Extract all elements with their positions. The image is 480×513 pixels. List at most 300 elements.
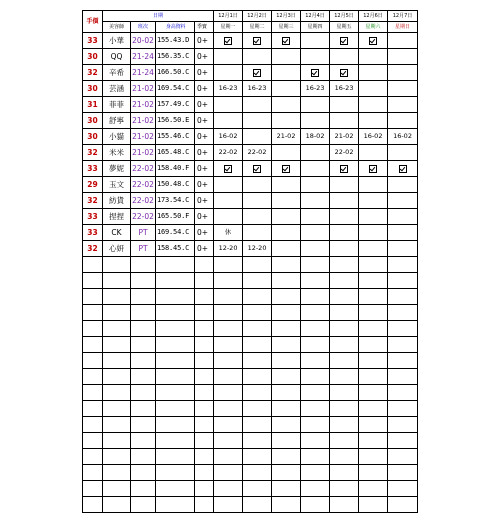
- empty-cell: [272, 369, 301, 385]
- weekday-2: 星期二: [243, 22, 272, 33]
- empty-cell: [301, 481, 330, 497]
- score-cell: 32: [83, 241, 103, 257]
- empty-cell: [272, 385, 301, 401]
- empty-cell: [214, 449, 243, 465]
- day-cell: [388, 113, 418, 129]
- table-row: [83, 193, 418, 209]
- empty-cell: [359, 481, 388, 497]
- day-cell: [301, 161, 330, 177]
- empty-cell: [388, 257, 418, 273]
- size-cell: 150.48.C: [156, 177, 195, 193]
- empty-cell: [388, 369, 418, 385]
- day-cell: 21-02: [330, 129, 359, 145]
- empty-row: [83, 289, 418, 305]
- empty-cell: [83, 433, 103, 449]
- day-cell: [330, 241, 359, 257]
- day-cell: [243, 49, 272, 65]
- empty-cell: [301, 369, 330, 385]
- empty-cell: [359, 465, 388, 481]
- name-cell: CK: [103, 225, 131, 241]
- size-cell: 158.40.F: [156, 161, 195, 177]
- day-cell: [272, 65, 301, 81]
- season-cell: 0+: [195, 81, 214, 97]
- empty-cell: [330, 257, 359, 273]
- empty-cell: [214, 385, 243, 401]
- empty-cell: [103, 433, 131, 449]
- empty-cell: [272, 481, 301, 497]
- empty-cell: [301, 273, 330, 289]
- name-cell: QQ: [103, 49, 131, 65]
- empty-cell: [243, 337, 272, 353]
- day-cell: [272, 209, 301, 225]
- empty-cell: [272, 337, 301, 353]
- day-cell: [359, 113, 388, 129]
- empty-cell: [330, 433, 359, 449]
- empty-cell: [243, 481, 272, 497]
- name-cell: 芸涵: [103, 81, 131, 97]
- empty-cell: [131, 289, 156, 305]
- empty-cell: [103, 257, 131, 273]
- empty-cell: [156, 289, 195, 305]
- empty-cell: [243, 465, 272, 481]
- empty-cell: [301, 497, 330, 513]
- empty-cell: [301, 433, 330, 449]
- empty-cell: [131, 369, 156, 385]
- empty-cell: [83, 417, 103, 433]
- empty-cell: [272, 289, 301, 305]
- name-header: 美容師: [103, 22, 131, 33]
- empty-cell: [388, 401, 418, 417]
- empty-cell: [83, 465, 103, 481]
- empty-cell: [359, 449, 388, 465]
- day-cell: 16-02: [214, 129, 243, 145]
- empty-cell: [156, 257, 195, 273]
- empty-cell: [103, 401, 131, 417]
- weekday-7: 星期日: [388, 22, 418, 33]
- size-cell: 156.35.C: [156, 49, 195, 65]
- empty-cell: [214, 321, 243, 337]
- name-cell: 舒寧: [103, 113, 131, 129]
- empty-cell: [359, 337, 388, 353]
- empty-cell: [83, 385, 103, 401]
- empty-cell: [388, 449, 418, 465]
- empty-cell: [103, 273, 131, 289]
- empty-cell: [243, 273, 272, 289]
- season-cell: 0+: [195, 161, 214, 177]
- empty-cell: [195, 257, 214, 273]
- class-cell: 22-02: [131, 193, 156, 209]
- day-date-6: 12月6日: [359, 11, 388, 22]
- empty-cell: [156, 417, 195, 433]
- empty-cell: [214, 369, 243, 385]
- class-cell: 21-24: [131, 65, 156, 81]
- empty-cell: [301, 289, 330, 305]
- class-cell: 22-02: [131, 161, 156, 177]
- header-row-dates: [83, 11, 418, 22]
- empty-cell: [243, 385, 272, 401]
- day-cell: [301, 33, 330, 49]
- empty-cell: [156, 385, 195, 401]
- empty-cell: [301, 401, 330, 417]
- day-cell: [243, 177, 272, 193]
- score-cell: 32: [83, 65, 103, 81]
- season-cell: 0+: [195, 193, 214, 209]
- day-cell: [301, 113, 330, 129]
- empty-cell: [359, 385, 388, 401]
- empty-cell: [243, 257, 272, 273]
- day-cell: [214, 65, 243, 81]
- empty-cell: [156, 353, 195, 369]
- size-cell: 155.43.D: [156, 33, 195, 49]
- empty-cell: [272, 497, 301, 513]
- size-cell: 155.46.C: [156, 129, 195, 145]
- empty-cell: [214, 337, 243, 353]
- empty-cell: [195, 433, 214, 449]
- empty-cell: [156, 497, 195, 513]
- day-cell: [359, 193, 388, 209]
- empty-cell: [131, 497, 156, 513]
- empty-cell: [195, 321, 214, 337]
- empty-cell: [83, 449, 103, 465]
- day-cell: [243, 209, 272, 225]
- day-cell: [272, 193, 301, 209]
- day-date-3: 12月3日: [272, 11, 301, 22]
- day-cell: [272, 225, 301, 241]
- day-cell: [359, 177, 388, 193]
- day-cell: [301, 241, 330, 257]
- empty-cell: [83, 305, 103, 321]
- season-cell: 0+: [195, 97, 214, 113]
- table-row: [83, 225, 418, 241]
- empty-cell: [131, 353, 156, 369]
- empty-cell: [103, 465, 131, 481]
- checked-box-icon: [243, 161, 272, 177]
- name-cell: 捏捏: [103, 209, 131, 225]
- empty-cell: [103, 449, 131, 465]
- day-cell: [272, 49, 301, 65]
- table-row: [83, 209, 418, 225]
- day-cell: [272, 145, 301, 161]
- empty-cell: [214, 353, 243, 369]
- empty-row: [83, 417, 418, 433]
- day-date-4: 12月4日: [301, 11, 330, 22]
- date-group-header: 日期: [103, 11, 214, 22]
- day-cell: [272, 81, 301, 97]
- empty-cell: [388, 497, 418, 513]
- season-header: 季寶: [195, 22, 214, 33]
- checked-box-icon: [330, 65, 359, 81]
- empty-cell: [195, 305, 214, 321]
- empty-cell: [195, 385, 214, 401]
- season-cell: 0+: [195, 225, 214, 241]
- class-cell: 21-02: [131, 113, 156, 129]
- empty-cell: [388, 273, 418, 289]
- season-cell: 0+: [195, 241, 214, 257]
- empty-cell: [243, 353, 272, 369]
- empty-cell: [243, 497, 272, 513]
- checked-box-icon: [214, 33, 243, 49]
- table-row: [83, 241, 418, 257]
- empty-cell: [388, 417, 418, 433]
- class-cell: 21-02: [131, 97, 156, 113]
- weekday-4: 星期四: [301, 22, 330, 33]
- empty-cell: [243, 289, 272, 305]
- day-cell: [388, 177, 418, 193]
- size-cell: 169.54.C: [156, 225, 195, 241]
- empty-cell: [131, 417, 156, 433]
- empty-cell: [156, 337, 195, 353]
- day-cell: [214, 193, 243, 209]
- empty-cell: [103, 289, 131, 305]
- checked-box-icon: [359, 33, 388, 49]
- day-cell: [388, 97, 418, 113]
- score-cell: 29: [83, 177, 103, 193]
- empty-cell: [156, 465, 195, 481]
- empty-cell: [131, 465, 156, 481]
- empty-cell: [359, 289, 388, 305]
- empty-cell: [103, 337, 131, 353]
- empty-cell: [359, 257, 388, 273]
- empty-cell: [214, 433, 243, 449]
- empty-cell: [301, 417, 330, 433]
- day-cell: 22-02: [243, 145, 272, 161]
- empty-cell: [388, 289, 418, 305]
- empty-cell: [83, 273, 103, 289]
- empty-row: [83, 353, 418, 369]
- day-cell: [330, 49, 359, 65]
- day-cell: [359, 49, 388, 65]
- day-cell: [330, 113, 359, 129]
- season-cell: 0+: [195, 129, 214, 145]
- table-row: [83, 145, 418, 161]
- empty-cell: [272, 257, 301, 273]
- empty-cell: [195, 465, 214, 481]
- day-cell: [243, 193, 272, 209]
- day-cell: [359, 225, 388, 241]
- day-cell: [359, 145, 388, 161]
- day-cell: 18-02: [301, 129, 330, 145]
- empty-cell: [214, 401, 243, 417]
- checked-box-icon: [388, 161, 418, 177]
- score-cell: 30: [83, 113, 103, 129]
- empty-row: [83, 433, 418, 449]
- weekday-5: 星期五: [330, 22, 359, 33]
- empty-cell: [214, 305, 243, 321]
- empty-cell: [83, 257, 103, 273]
- empty-cell: [301, 337, 330, 353]
- checked-box-icon: [272, 161, 301, 177]
- class-cell: 21-02: [131, 81, 156, 97]
- day-cell: [243, 97, 272, 113]
- empty-cell: [131, 433, 156, 449]
- empty-cell: [156, 401, 195, 417]
- class-cell: 21-02: [131, 129, 156, 145]
- empty-cell: [156, 433, 195, 449]
- day-cell: 16-23: [214, 81, 243, 97]
- empty-cell: [131, 305, 156, 321]
- empty-row: [83, 497, 418, 513]
- class-cell: 21-24: [131, 49, 156, 65]
- name-cell: 菲菲: [103, 97, 131, 113]
- empty-cell: [359, 353, 388, 369]
- score-header: 手價: [83, 11, 103, 33]
- season-cell: 0+: [195, 209, 214, 225]
- empty-cell: [330, 305, 359, 321]
- empty-cell: [330, 273, 359, 289]
- empty-row: [83, 465, 418, 481]
- empty-cell: [330, 369, 359, 385]
- empty-cell: [195, 369, 214, 385]
- empty-cell: [330, 401, 359, 417]
- size-header: 身高資料: [156, 22, 195, 33]
- empty-cell: [359, 497, 388, 513]
- season-cell: 0+: [195, 177, 214, 193]
- empty-cell: [103, 305, 131, 321]
- schedule-table: [82, 10, 418, 513]
- empty-cell: [330, 449, 359, 465]
- empty-cell: [83, 369, 103, 385]
- empty-cell: [388, 305, 418, 321]
- day-date-7: 12月7日: [388, 11, 418, 22]
- empty-cell: [156, 305, 195, 321]
- score-cell: 30: [83, 129, 103, 145]
- empty-row: [83, 305, 418, 321]
- day-cell: [330, 225, 359, 241]
- empty-cell: [388, 465, 418, 481]
- name-cell: 紡貨: [103, 193, 131, 209]
- empty-cell: [359, 369, 388, 385]
- checked-box-icon: [214, 161, 243, 177]
- empty-row: [83, 385, 418, 401]
- day-cell: 16-23: [301, 81, 330, 97]
- empty-cell: [195, 401, 214, 417]
- day-cell: [330, 97, 359, 113]
- empty-row: [83, 337, 418, 353]
- class-cell: 22-02: [131, 177, 156, 193]
- size-cell: 157.49.C: [156, 97, 195, 113]
- weekday-1: 星期一: [214, 22, 243, 33]
- empty-cell: [272, 353, 301, 369]
- day-cell: 22-02: [330, 145, 359, 161]
- empty-cell: [156, 369, 195, 385]
- day-cell: [359, 241, 388, 257]
- table-row: [83, 33, 418, 49]
- empty-cell: [388, 385, 418, 401]
- empty-cell: [83, 481, 103, 497]
- size-cell: 169.54.C: [156, 81, 195, 97]
- day-cell: 休: [214, 225, 243, 241]
- day-cell: 16-02: [388, 129, 418, 145]
- empty-cell: [243, 449, 272, 465]
- table-row: [83, 113, 418, 129]
- empty-cell: [359, 321, 388, 337]
- class-cell: 22-02: [131, 209, 156, 225]
- name-cell: 小華: [103, 33, 131, 49]
- empty-cell: [330, 481, 359, 497]
- empty-cell: [388, 337, 418, 353]
- day-cell: [388, 241, 418, 257]
- day-cell: [388, 209, 418, 225]
- empty-cell: [214, 465, 243, 481]
- empty-cell: [156, 321, 195, 337]
- day-cell: [214, 177, 243, 193]
- empty-cell: [103, 481, 131, 497]
- name-cell: 小貓: [103, 129, 131, 145]
- day-cell: 16-23: [243, 81, 272, 97]
- empty-cell: [330, 417, 359, 433]
- empty-cell: [131, 257, 156, 273]
- season-cell: 0+: [195, 49, 214, 65]
- empty-cell: [330, 289, 359, 305]
- empty-cell: [214, 497, 243, 513]
- day-cell: [214, 209, 243, 225]
- empty-cell: [359, 417, 388, 433]
- empty-cell: [195, 289, 214, 305]
- empty-cell: [272, 321, 301, 337]
- day-cell: [272, 97, 301, 113]
- empty-cell: [272, 449, 301, 465]
- score-cell: 31: [83, 97, 103, 113]
- size-cell: 165.48.C: [156, 145, 195, 161]
- empty-cell: [83, 401, 103, 417]
- day-cell: [301, 193, 330, 209]
- empty-cell: [83, 321, 103, 337]
- score-cell: 33: [83, 33, 103, 49]
- size-cell: 173.54.C: [156, 193, 195, 209]
- day-cell: [243, 225, 272, 241]
- day-cell: [301, 97, 330, 113]
- day-cell: [330, 177, 359, 193]
- empty-cell: [330, 385, 359, 401]
- score-cell: 33: [83, 225, 103, 241]
- empty-cell: [272, 273, 301, 289]
- empty-cell: [301, 305, 330, 321]
- empty-cell: [195, 481, 214, 497]
- day-cell: [243, 113, 272, 129]
- empty-cell: [388, 481, 418, 497]
- empty-cell: [195, 497, 214, 513]
- day-cell: [214, 113, 243, 129]
- empty-cell: [214, 273, 243, 289]
- season-cell: 0+: [195, 113, 214, 129]
- empty-cell: [103, 417, 131, 433]
- day-cell: 12-20: [214, 241, 243, 257]
- table-row: [83, 129, 418, 145]
- day-cell: [388, 145, 418, 161]
- empty-cell: [131, 481, 156, 497]
- score-cell: 30: [83, 49, 103, 65]
- size-cell: 166.50.C: [156, 65, 195, 81]
- empty-row: [83, 369, 418, 385]
- day-cell: 12-20: [243, 241, 272, 257]
- season-cell: 0+: [195, 65, 214, 81]
- empty-cell: [195, 337, 214, 353]
- weekday-6: 星期六: [359, 22, 388, 33]
- empty-cell: [243, 321, 272, 337]
- empty-cell: [83, 289, 103, 305]
- checked-box-icon: [243, 33, 272, 49]
- checked-box-icon: [272, 33, 301, 49]
- day-cell: [330, 209, 359, 225]
- empty-cell: [359, 401, 388, 417]
- empty-cell: [272, 305, 301, 321]
- empty-row: [83, 401, 418, 417]
- day-cell: 22-02: [214, 145, 243, 161]
- day-cell: 16-23: [330, 81, 359, 97]
- table-row: [83, 81, 418, 97]
- empty-cell: [272, 401, 301, 417]
- empty-cell: [388, 433, 418, 449]
